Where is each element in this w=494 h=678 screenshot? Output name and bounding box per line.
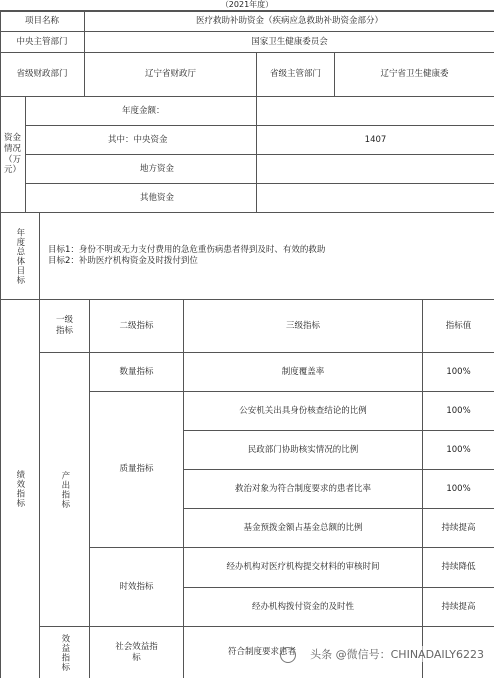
other-funds-value xyxy=(257,184,494,213)
header-value: 指标值 xyxy=(423,300,494,353)
project-name-value: 医疗救助补助资金（疾病应急救助补助资金部分） xyxy=(85,11,494,32)
central-dept-label: 中央主管部门 xyxy=(0,32,85,53)
goal-1: 目标1：身份不明或无力支付费用的急危重伤病患者得到及时、有效的救助 xyxy=(48,245,326,256)
central-funds-label: 其中：中央资金 xyxy=(26,126,257,155)
central-dept-value: 国家卫生健康委员会 xyxy=(85,32,494,53)
performance-section-label: 绩效指标 xyxy=(0,300,40,678)
goal-2: 目标2：补助医疗机构资金及时拨付到位 xyxy=(48,256,198,266)
timeliness-indicator-label: 时效指标 xyxy=(90,548,184,627)
year-caption: （2021年度） xyxy=(0,0,494,11)
social-benefit-indicator-label: 社会效益指标 xyxy=(90,627,184,678)
quantity-indicator-label: 数量指标 xyxy=(90,353,184,392)
header-level1: 一级指标 xyxy=(40,300,90,353)
indicator-row-4: 救治对象为符合制度要求的患者比率 xyxy=(184,470,423,509)
quality-indicator-label: 质量指标 xyxy=(90,392,184,548)
table-top-border xyxy=(0,11,494,12)
local-funds-label: 地方资金 xyxy=(26,155,257,184)
project-name-label: 项目名称 xyxy=(0,11,85,32)
indicator-row-5: 基金预拨金额占基金总额的比例 xyxy=(184,509,423,548)
indicator-value-7: 持续提高 xyxy=(423,588,494,627)
watermark: 头条 @微信号：CHINADAILY6223 xyxy=(310,648,484,661)
annual-amount-label: 年度金额： xyxy=(26,97,257,126)
indicator-row-1: 制度覆盖率 xyxy=(184,353,423,392)
provincial-dept-value: 辽宁省卫生健康委 xyxy=(335,53,494,97)
indicator-row-2: 公安机关出具身份核查结论的比例 xyxy=(184,392,423,431)
funds-section-label: 资金情况（万元） xyxy=(0,97,26,213)
header-level2: 二级指标 xyxy=(90,300,184,353)
indicator-value-2: 100% xyxy=(423,392,494,431)
indicator-value-3: 100% xyxy=(423,431,494,470)
output-indicator-label: 产出指标 xyxy=(40,353,90,627)
central-funds-value: 1407 xyxy=(257,126,494,155)
indicator-value-1: 100% xyxy=(423,353,494,392)
indicator-row-7: 经办机构拨付资金的及时性 xyxy=(184,588,423,627)
provincial-finance-label: 省级财政部门 xyxy=(0,53,85,97)
provincial-finance-value: 辽宁省财政厅 xyxy=(85,53,257,97)
local-funds-value xyxy=(257,155,494,184)
watermark-logo-icon xyxy=(280,647,296,663)
indicator-value-6: 持续降低 xyxy=(423,548,494,588)
header-level3: 三级指标 xyxy=(184,300,423,353)
benefit-indicator-label: 效益指标 xyxy=(40,627,90,678)
annual-goals-content xyxy=(40,213,494,300)
indicator-value-5: 持续提高 xyxy=(423,509,494,548)
indicator-row-3: 民政部门协助核实情况的比例 xyxy=(184,431,423,470)
annual-amount-value xyxy=(257,97,494,126)
indicator-value-4: 100% xyxy=(423,470,494,509)
table-left-border xyxy=(0,11,1,678)
indicator-row-8: 符合制度要求患者 xyxy=(184,627,423,678)
indicator-row-6: 经办机构对医疗机构提交材料的审核时间 xyxy=(184,548,423,588)
other-funds-label: 其他资金 xyxy=(26,184,257,213)
provincial-dept-label: 省级主管部门 xyxy=(257,53,335,97)
annual-goals-label: 年度总体目标 xyxy=(0,213,40,300)
